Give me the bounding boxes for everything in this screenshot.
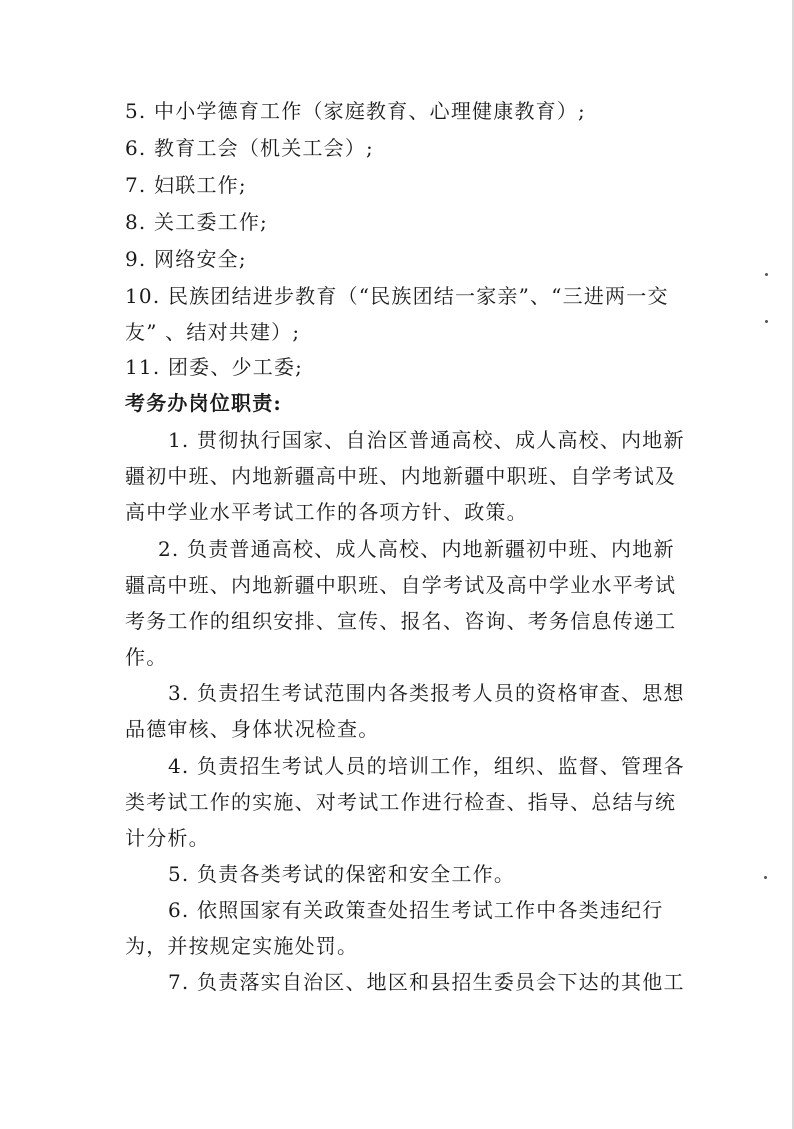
list-item-network-security: 9. 网络安全; xyxy=(125,247,247,271)
duty-4-line-3: 计分析。 xyxy=(125,826,210,850)
duty-7-line-1: 7. 负责落实自治区、地区和县招生委员会下达的其他工 xyxy=(168,970,685,994)
list-item-ethnic-unity: 10. 民族团结进步教育（“民族团结一家亲”、“三进两一交 xyxy=(125,284,669,308)
scan-speck xyxy=(765,320,768,323)
duty-6-line-1: 6. 依照国家有关政策查处招生考试工作中各类违纪行 xyxy=(168,898,664,922)
scan-speck xyxy=(764,876,767,879)
duty-1-line-1: 1. 贯彻执行国家、自治区普通高校、成人高校、内地新 xyxy=(168,428,685,452)
duty-2-line-4: 作。 xyxy=(125,645,168,669)
list-item-youth-league: 11. 团委、少工委; xyxy=(125,355,304,379)
duty-1-line-2: 疆初中班、内地新疆高中班、内地新疆中职班、自学考试及 xyxy=(125,464,677,488)
list-item-ethnic-unity-cont: 友” 、结对共建）; xyxy=(125,320,301,344)
section-heading: 考务办岗位职责: xyxy=(125,391,282,415)
scan-speck xyxy=(765,273,768,276)
duty-3-line-1: 3. 负责招生考试范围内各类报考人员的资格审查、思想 xyxy=(168,681,685,705)
duty-3-line-2: 品德审核、身体状况检查。 xyxy=(125,717,380,741)
duty-2-line-1: 2. 负责普通高校、成人高校、内地新疆初中班、内地新 xyxy=(158,537,675,561)
list-item-education-union: 6. 教育工会（机关工会）; xyxy=(125,136,374,160)
list-item-womens-federation: 7. 妇联工作; xyxy=(125,173,247,197)
duty-6-line-2: 为，并按规定实施处罚。 xyxy=(125,934,359,958)
duty-1-line-3: 高中学业水平考试工作的各项方针、政策。 xyxy=(125,500,528,524)
duty-2-line-3: 考务工作的组织安排、宣传、报名、咨询、考务信息传递工 xyxy=(125,609,677,633)
duty-2-line-2: 疆高中班、内地新疆中职班、自学考试及高中学业水平考试 xyxy=(125,573,677,597)
duty-4-line-1: 4. 负责招生考试人员的培训工作，组织、监督、管理各 xyxy=(168,754,685,778)
duty-4-line-2: 类考试工作的实施、对考试工作进行检查、指导、总结与统 xyxy=(125,790,677,814)
list-item-moral-education: 5. 中小学德育工作（家庭教育、心理健康教育）; xyxy=(125,99,586,123)
duty-5-line-1: 5. 负责各类考试的保密和安全工作。 xyxy=(168,862,516,886)
list-item-care-committee: 8. 关工委工作; xyxy=(125,210,268,234)
